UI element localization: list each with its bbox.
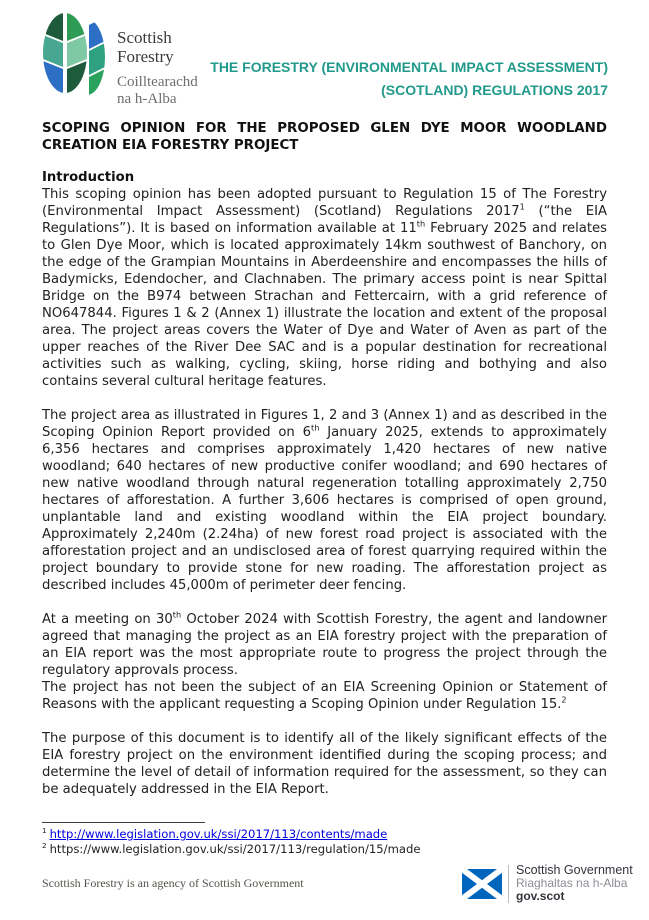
paragraph-1: This scoping opinion has been adopted pursuant to Regulation 15 of The Forestry (Environmental Impact Assessment) (Scotland) Regulations 2017$^1$ (“the EIA Regulations”). It is based on information available at 11th February 2025 and relates to Glen Dye Moor, which is located approximately 14km southwest of Banchory, on the edge of the Grampian Mountains in Aberdeenshire and encompasses the hills of Badymicks, Edendocher, and Clachnaben. The primary access point is near Spittal Bridge on the B974 between Strachan and Fettercairn, with a grid reference of NO647844. Figures 1 & 2 (Annex 1) illustrate the location and extent of the proposal area. The project areas covers the Water of Dye and Water of Aven as part of the upper reaches of the River Dee SAC and is a popular destination for recreational activities such as walking, cycling, skiing, horse riding and bothying and also contains several cultural heritage features. bbox=[42, 187, 608, 389]
regulation-header-line1: THE FORESTRY (ENVIRONMENTAL IMPACT ASSESSMENT) bbox=[210, 59, 608, 75]
footnotes bbox=[42, 822, 607, 857]
paragraph-5: The purpose of this document is to identify all of the likely significant effects of the EIA forestry project on the environment identified during the scoping process; and determine the level of detail of information required for the assessment, so they can be adequately addressed in the EIA Report. bbox=[42, 731, 607, 797]
logo-name-line1: Scottish bbox=[117, 28, 172, 47]
footnote-separator bbox=[42, 822, 205, 823]
sg-logo-line2: Riaghaltas na h-Alba bbox=[516, 876, 628, 890]
scottish-government-logo bbox=[462, 864, 633, 903]
agency-statement: Scottish Forestry is an agency of Scottish Government bbox=[42, 876, 304, 890]
sg-logo-line1: Scottish Government bbox=[516, 863, 633, 877]
footnote-2 bbox=[42, 842, 607, 857]
saltire-flag-icon bbox=[462, 869, 502, 899]
footnote-1-marker: 1 bbox=[42, 826, 47, 836]
section-heading-introduction: Introduction bbox=[42, 170, 135, 185]
paragraph-3: At a meeting on 30th October 2024 with Scottish Forestry, the agent and landowner agreed that managing the project as an EIA forestry project with the preparation of an EIA report was the most appropriate route to progress the project through the regulatory approvals process. bbox=[42, 609, 608, 678]
regulation-header bbox=[168, 56, 608, 102]
regulation-header-line2: (SCOTLAND) REGULATIONS 2017 bbox=[381, 82, 608, 98]
logo-name-line2: Forestry bbox=[117, 47, 174, 66]
footnote-2-text: https://www.legislation.gov.uk/ssi/2017/113/regulation/15/made bbox=[49, 842, 421, 856]
logo-divider bbox=[508, 865, 509, 903]
scottish-forestry-logo-icon bbox=[43, 13, 105, 103]
footnote-2-marker: 2 bbox=[42, 841, 47, 851]
logo-gaelic-line1: Coilltearachd bbox=[117, 74, 198, 90]
logo-gaelic-line2: na h-Alba bbox=[117, 91, 177, 107]
paragraph-4: The project has not been the subject of an EIA Screening Opinion or Statement of Reasons with the applicant requesting a Scoping Opinion under Regulation 15.$^2$ bbox=[42, 680, 607, 712]
document-title: SCOPING OPINION FOR THE PROPOSED GLEN DYE MOOR WOODLAND CREATION EIA FORESTRY PROJECT bbox=[42, 121, 607, 153]
footnote-1-link[interactable]: http://www.legislation.gov.uk/ssi/2017/113/contents/made bbox=[49, 827, 388, 841]
document-body bbox=[42, 120, 607, 798]
scottish-government-text bbox=[516, 864, 633, 903]
footnote-1 bbox=[42, 827, 607, 842]
paragraph-2: The project area as illustrated in Figures 1, 2 and 3 (Annex 1) and as described in the Scoping Opinion Report provided on 6th January 2025, extends to approximately 6,356 hectares and comprises approximately 1,420 hectares of new native woodland; 640 hectares of new productive conifer woodland; and 690 hectares of new native woodland through natural regeneration totalling approximately 2,750 hectares of afforestation. A further 3,606 hectares is comprised of open ground, unplantable land and existing woodland within the EIA project boundary. Approximately 2,240m (2.24ha) of new forest road project is associated with the afforestation project and an undisclosed area of forest quarrying required within the project boundary to provide stone for new roading. The afforestation project as described includes 45,000m of perimeter deer fencing. bbox=[42, 408, 607, 593]
sg-logo-line3: gov.scot bbox=[516, 889, 565, 903]
